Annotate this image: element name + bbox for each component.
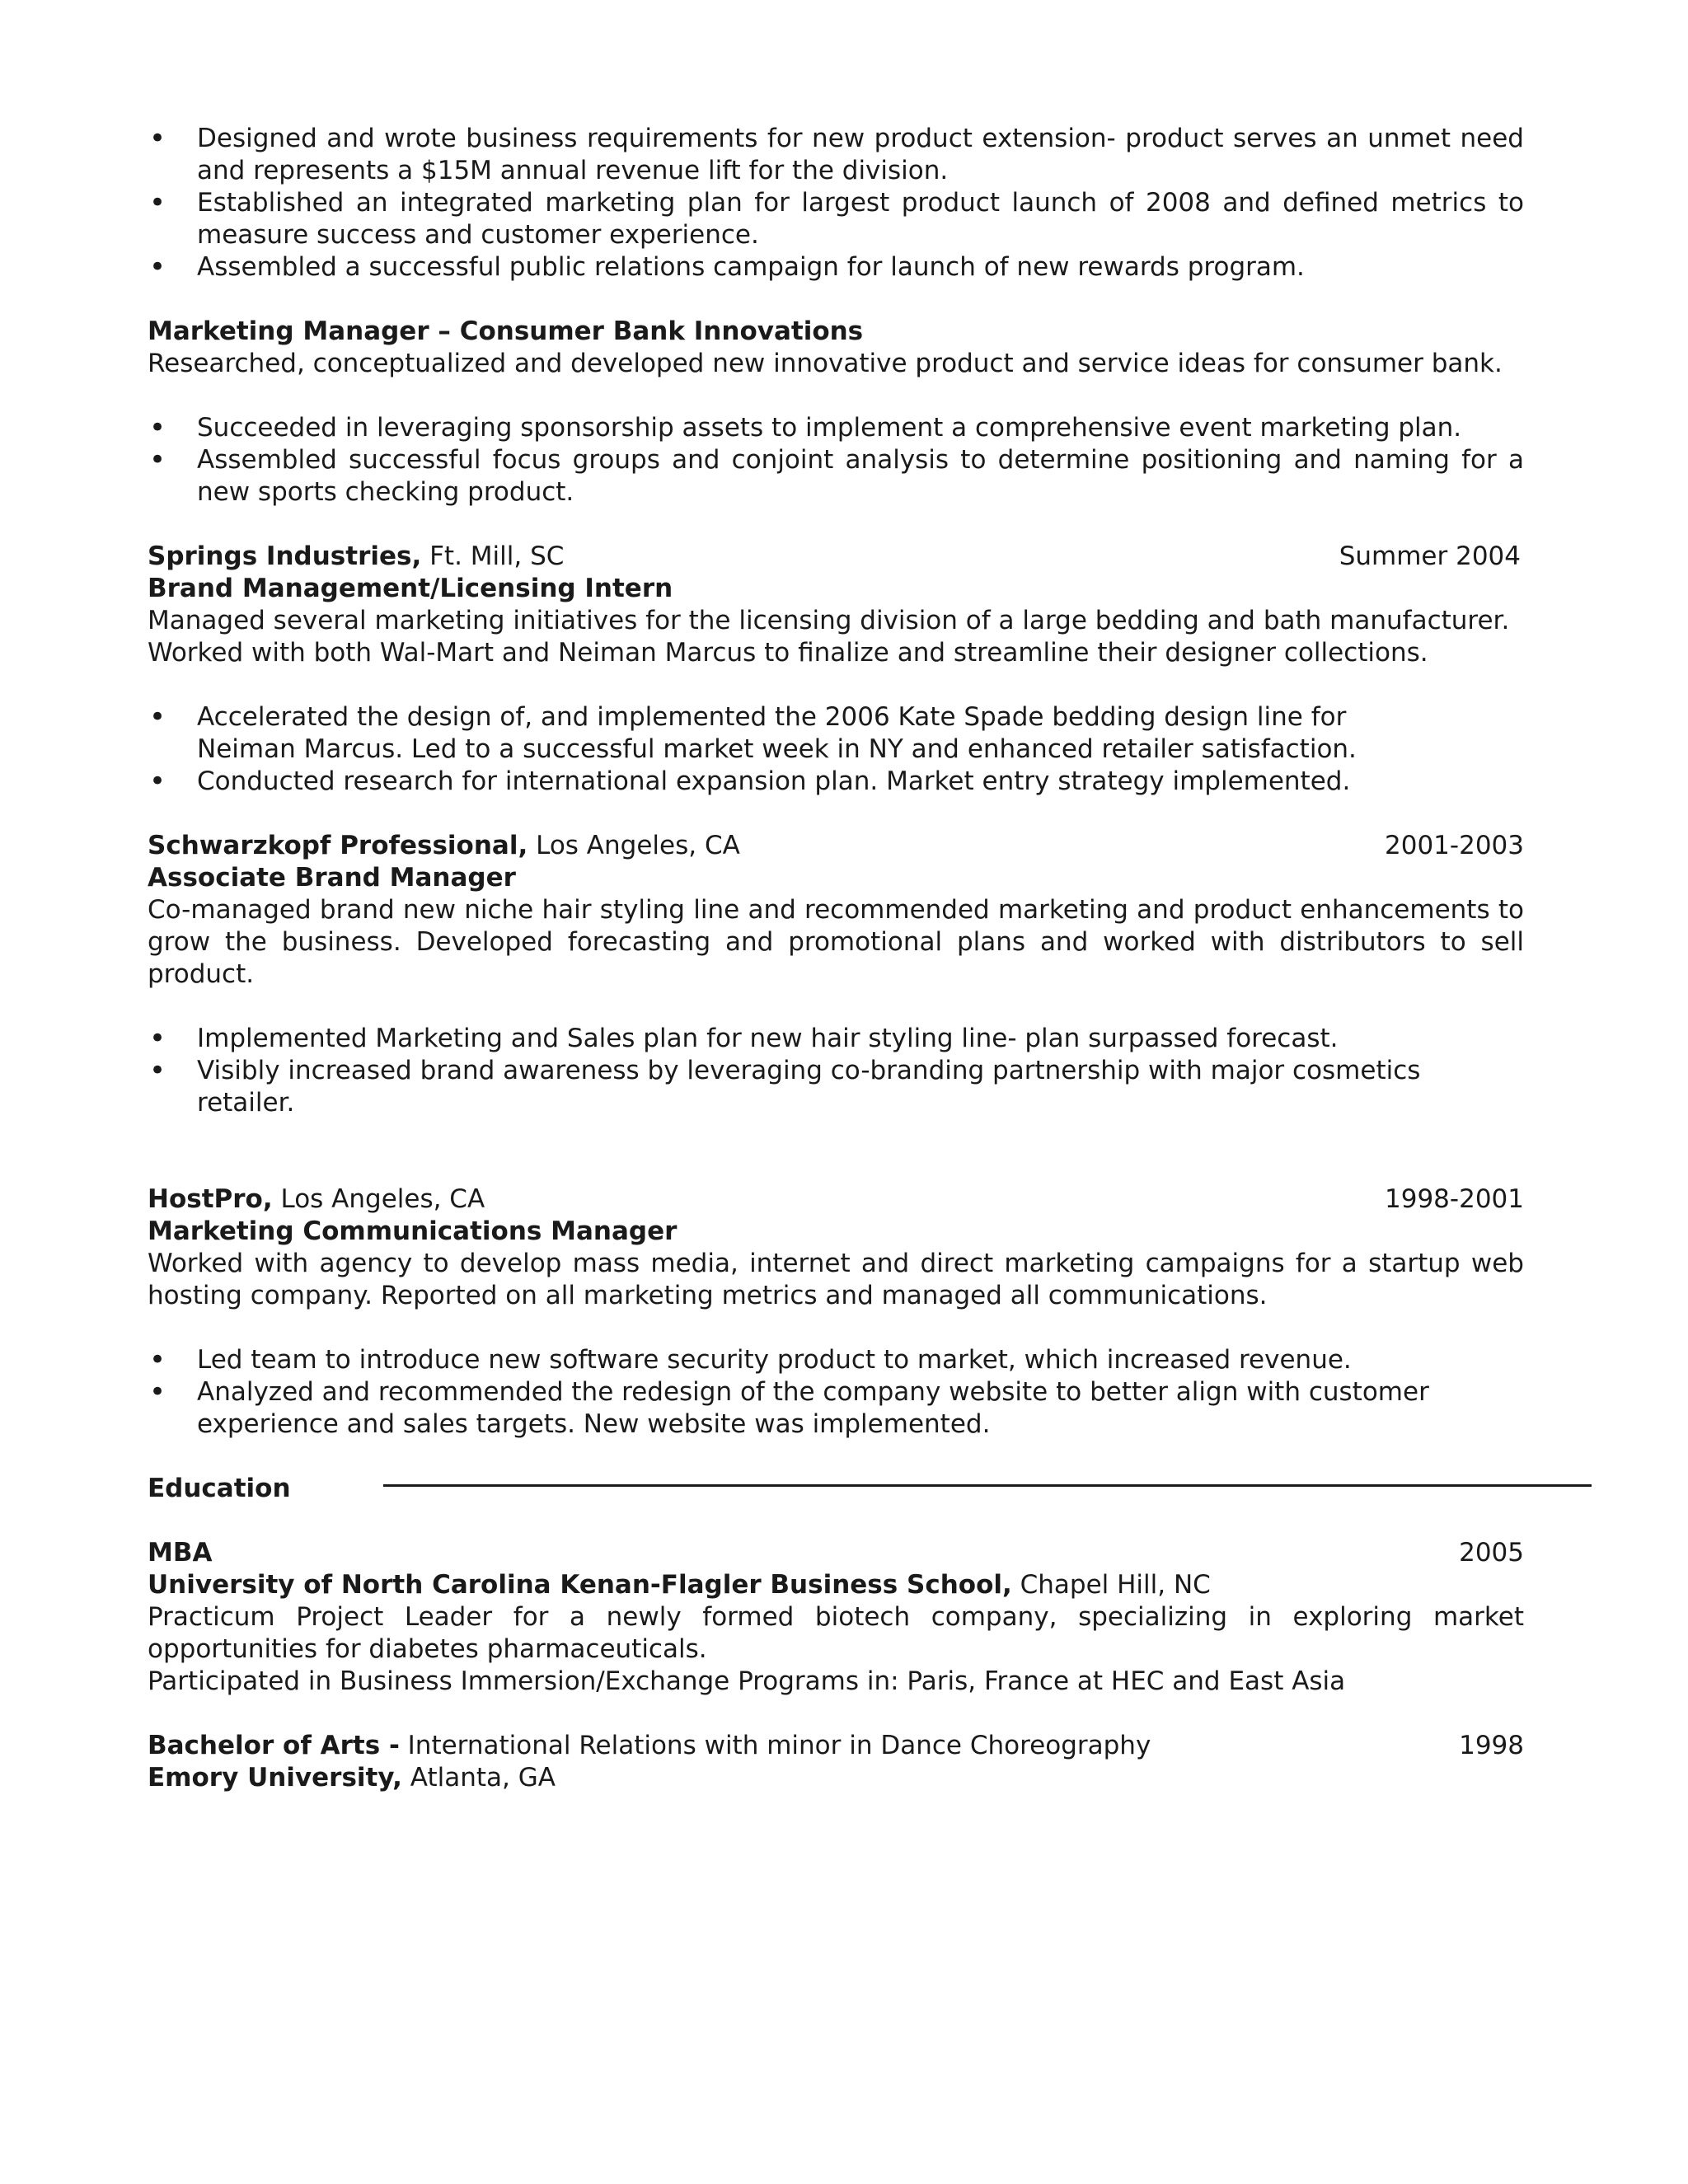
degree-year: 2005 [1459,1538,1524,1568]
degree-header [148,1730,1524,1762]
school-location: Chapel Hill, NC [1011,1570,1211,1600]
section-divider [383,1484,1592,1487]
job-summary: Managed several marketing initiatives for the licensing division of a large bedding and bath manufacturer. [148,606,1510,635]
list-item [148,1376,1524,1441]
bullet-line: • Accelerated the design of, and implemented the 2006 Kate Spade bedding design line for [197,702,1347,732]
job-summary: Co-managed brand new niche hair styling line and recommended marketing and product enhancements to grow the business. Developed forecasting and promotional plans and worked with distributors to sell product. [148,895,1524,989]
employer-header [148,541,1524,573]
section-heading: Education [148,1474,291,1503]
list-item: • Implemented Marketing and Sales plan for new hair styling line- plan surpassed forecast. [148,1023,1524,1055]
company-name: HostPro, [148,1184,273,1214]
school-name: Emory University, [148,1763,402,1793]
school-name: University of North Carolina Kenan-Flagler Business School, [148,1570,1012,1600]
list-item: • Succeeded in leveraging sponsorship assets to implement a comprehensive event marketing plan. [148,412,1524,444]
company-location: Ft. Mill, SC [421,541,565,571]
bullet-line: Neiman Marcus. Led to a successful market week in NY and enhanced retailer satisfaction. [197,734,1357,764]
education-detail: Practicum Project Leader for a newly formed biotech company, specializing in exploring market opportunities for diabetes pharmaceuticals. [148,1602,1524,1664]
employment-dates: 2001-2003 [1385,831,1524,860]
list-item: • Led team to introduce new software security product to market, which increased revenue. [148,1344,1524,1376]
schwarzkopf-bullets [148,1023,1524,1119]
education-section-header [148,1473,1524,1505]
job-summary: Worked with both Wal-Mart and Neiman Marcus to finalize and streamline their designer collections. [148,638,1428,668]
job-title: Brand Management/Licensing Intern [148,574,673,603]
company-location: Los Angeles, CA [528,831,740,860]
list-item: • Established an integrated marketing plan for largest product launch of 2008 and defined metrics to measure success and customer experience. [148,187,1524,251]
springs-bullets [148,701,1524,798]
top-bullet-list [148,123,1524,284]
job-title: Marketing Communications Manager [148,1216,678,1246]
employer-header [148,1183,1524,1216]
consumer-bank-bullets [148,412,1524,509]
education-detail: Participated in Business Immersion/Exchange Programs in: Paris, France at HEC and East Asia [148,1666,1346,1696]
job-summary: Worked with agency to develop mass media, internet and direct marketing campaigns for a startup web hosting company. Reported on all marketing metrics and managed all communications. [148,1249,1524,1310]
list-item [148,701,1524,766]
degree-field: International Relations with minor in Dance Choreography [399,1731,1151,1760]
degree-name: MBA [148,1538,213,1568]
job-summary: Researched, conceptualized and developed new innovative product and service ideas for consumer bank. [148,349,1503,378]
bullet-line: • Analyzed and recommended the redesign of the company website to better align with customer [197,1377,1429,1407]
degree-name: Bachelor of Arts - [148,1731,400,1760]
school-location: Atlanta, GA [401,1763,556,1793]
job-title: Marketing Manager – Consumer Bank Innovations [148,316,864,346]
list-item: • Visibly increased brand awareness by leveraging co-branding partnership with major cosmetics retailer. [148,1055,1524,1119]
list-item: • Assembled a successful public relations campaign for launch of new rewards program. [148,251,1524,284]
company-location: Los Angeles, CA [272,1184,485,1214]
list-item: • Assembled successful focus groups and conjoint analysis to determine positioning and naming for a new sports checking product. [148,444,1524,509]
school-line [148,1762,1524,1794]
degree-header [148,1537,1524,1569]
company-name: Schwarzkopf Professional, [148,831,528,860]
employer-header [148,830,1524,862]
list-item: • Conducted research for international expansion plan. Market entry strategy implemented. [148,766,1524,798]
employment-dates: 1998-2001 [1385,1184,1524,1214]
employment-dates: Summer 2004 [1339,541,1521,571]
hostpro-bullets [148,1344,1524,1441]
job-title: Associate Brand Manager [148,863,516,893]
bullet-line: experience and sales targets. New website was implemented. [197,1409,991,1439]
company-name: Springs Industries, [148,541,422,571]
school-line [148,1569,1524,1601]
degree-year: 1998 [1459,1731,1524,1760]
resume-page [148,123,1524,1794]
list-item: • Designed and wrote business requirements for new product extension- product serves an unmet need and represents a $15M annual revenue lift for the division. [148,123,1524,187]
